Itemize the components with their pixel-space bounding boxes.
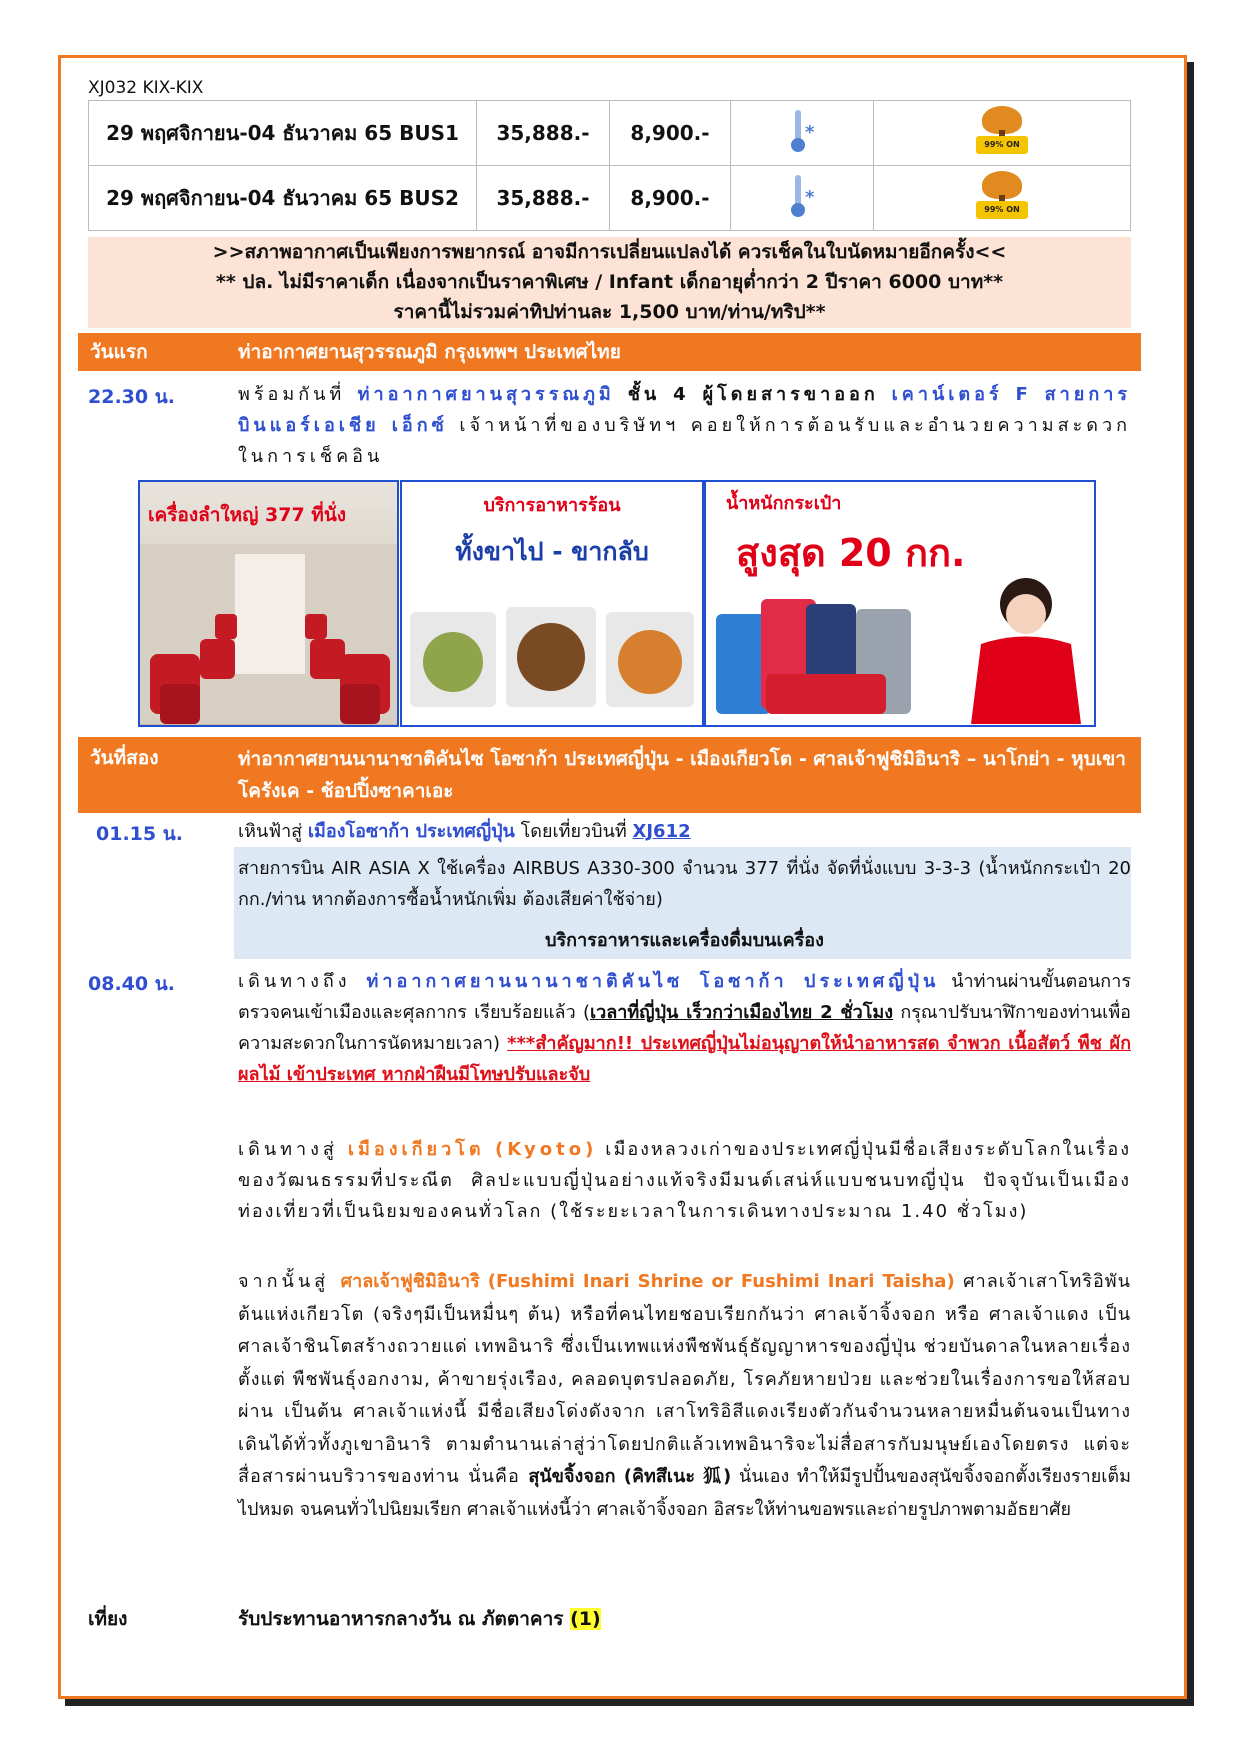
day-label: วันที่สอง [90, 747, 159, 769]
table-row [89, 101, 1131, 166]
autumn-tree-icon: 99% ON [976, 171, 1028, 221]
departure-table [88, 100, 1131, 231]
onboard-service: บริการอาหารและเครื่องดื่มบนเครื่อง [545, 930, 824, 951]
meal-illustration [402, 592, 702, 722]
meal-label: เที่ยง [88, 1608, 128, 1630]
tour-code: XJ032 KIX-KIX [88, 78, 204, 98]
autumn-tree-icon: 99% ON [976, 106, 1028, 156]
period-cell: 29 พฤศจิกายน-04 ธันวาคม 65 BUS2 [89, 166, 477, 231]
promo-meal-image: บริการอาหารร้อน ทั้งขาไป - ขากลับ [400, 480, 704, 727]
time-label: 22.30 น. [88, 386, 175, 408]
promo-seats-image: เครื่องลำใหญ่ 377 ที่นั่ง [138, 480, 399, 727]
day1-header [78, 333, 1141, 371]
notice-box [88, 237, 1131, 328]
thermometer-cold-icon: * [787, 173, 817, 219]
cabin-illustration [140, 544, 397, 724]
table-row [89, 166, 1131, 231]
notice-line: ราคานี้ไม่รวมค่าทิปท่านละ 1,500 บาท/ท่าน/ทริป** [393, 301, 826, 323]
flight-info-text: สายการบิน AIR ASIA X ใช้เครื่อง AIRBUS A330-300 จำนวน 377 ที่นั่ง จัดที่นั่งแบบ 3-3-3 (น้ำหนักกระเป๋า 20 กก./ท่าน หากต้องการซื้อน้ำหนักเพิ่ม ต้องเสียค่าใช้จ่าย) [238, 858, 1131, 910]
period-cell: 29 พฤศจิกายน-04 ธันวาคม 65 BUS1 [89, 101, 477, 166]
flight-line: เหินฟ้าสู่ เมืองโอซาก้า ประเทศญี่ปุ่น โดยเที่ยวบินที่ XJ612 [238, 821, 691, 842]
day2-header [78, 737, 1141, 813]
day-title: ท่าอากาศยานสุวรรณภูมิ กรุงเทพฯ ประเทศไทย [238, 341, 621, 363]
luggage-illustration [706, 574, 1094, 724]
notice-line: >>สภาพอากาศเป็นเพียงการพยากรณ์ อาจมีการเปลี่ยนแปลงได้ ควรเช็คในใบนัดหมายอีกครั้ง<< [212, 241, 1007, 263]
extra-cell: 8,900.- [610, 166, 731, 231]
extra-cell: 8,900.- [610, 101, 731, 166]
shrine-paragraph: จากนั้นสู่ ศาลเจ้าฟูชิมิอินาริ (Fushimi Inari Shrine or Fushimi Inari Taisha) ศาลเจ้าเสาโทริอิพันต้นแห่งเกียวโต (จริงๆมีเป็นหมื่นๆ ต้น) หรือที่คนไทยชอบเรียกกันว่า ศาลเจ้าจิ้งจอก หรือ ศาลเจ้าแดง เป็นศาลเจ้าชินโตสร้างถวายแด่ เทพอินาริ ซึ่งเป็นเทพแห่งพืชพันธุ์ธัญญาหารของญี่ปุ่น ช่วยบันดาลในหลายเรื่องตั้งแต่ พืชพันธุ์งอกงาม, ค้าขายรุ่งเรือง, คลอดบุตรปลอดภัย, โรคภัยหายป่วย และช่วยในเรื่องการขอให้สอบผ่าน เป็นต้น ศาลเจ้าแห่งนี้ มีชื่อเสียงโด่งดังจาก เสาโทริอิสีแดงเรียงตัวกันจำนวนหลายหมื่นต้นจนเป็นทางเดินได้ทั่วทั้งภูเขาอินาริ ตามตำนานเล่าสู่ว่าโดยปกติแล้วเทพอินาริจะไม่สื่อสารกับมนุษย์เองโดยตรง แต่จะสื่อสารผ่านบริวารของท่าน นั่นคือ สุนัขจิ้งจอก (คิทสึเนะ 狐) นั่นเอง ทำให้มีรูปปั้นของสุนัขจิ้งจอกตั้งเรียงรายเต็มไปหมด จนคนทั่วไปนิยมเรียก ศาลเจ้าแห่งนี้ว่า ศาลเจ้าจิ้งจอก อิสระให้ท่านขอพรและถ่ายรูปภาพตามอัธยาศัย [238, 1271, 1131, 1520]
kyoto-paragraph: เดินทางสู่ เมืองเกียวโต (Kyoto) เมืองหลวงเก่าของประเทศญี่ปุ่นมีชื่อเสียงระดับโลกในเรื่องของวัฒนธรรมที่ประณีต ศิลปะแบบญี่ปุ่นอย่างแท้จริงมีมนต์เสน่ห์แบบชนบทญี่ปุ่น ปัจจุบันเป็นเมืองท่องเที่ยวที่เป็นนิยมของคนทั่วโลก (ใช้ระยะเวลาในการเดินทางประมาณ 1.40 ชั่วโมง) [238, 1139, 1131, 1222]
arrival-paragraph: เดินทางถึง ท่าอากาศยานนานาชาติคันไซ โอซาก้า ประเทศญี่ปุ่น นำท่านผ่านขั้นตอนการตรวจคนเข้าเมืองและศุลกากร เรียบร้อยแล้ว (เวลาที่ญี่ปุ่น เร็วกว่าเมืองไทย 2 ชั่วโมง กรุณาปรับนาฬิกาของท่านเพื่อความสะดวกในการนัดหมายเวลา) ***สำคัญมาก!! ประเทศญี่ปุ่นไม่อนุญาตให้นำอาหารสด จำพวก เนื้อสัตว์ พืช ผัก ผลไม้ เข้าประเทศ หากฝ่าฝืนมีโทษปรับและจับ [238, 971, 1131, 1085]
meal-count-badge: (1) [570, 1608, 601, 1630]
day-label: วันแรก [90, 341, 148, 363]
price-cell: 35,888.- [477, 101, 610, 166]
thermometer-cold-icon: * [787, 108, 817, 154]
time-label: 08.40 น. [88, 973, 175, 995]
day1-paragraph: พร้อมกันที่ ท่าอากาศยานสุวรรณภูมิ ชั้น 4 ผู้โดยสารขาออก เคาน์เตอร์ F สายการบินแอร์เอเชีย เอ็กซ์ เจ้าหน้าที่ของบริษัทฯ คอยให้การต้อนรับและอำนวยความสะดวกในการเช็คอิน [238, 384, 1132, 467]
time-label: 01.15 น. [96, 823, 183, 845]
lunch-line: รับประทานอาหารกลางวัน ณ ภัตตาคาร (1) [238, 1608, 601, 1630]
day-title: ท่าอากาศยานนานาชาติคันไซ โอซาก้า ประเทศญี่ปุ่น - เมืองเกียวโต - ศาลเจ้าฟูชิมิอินาริ – นาโกย่า - หุบเขาโครังเค - ช้อปปิ้งซาคาเอะ [238, 748, 1126, 802]
notice-line: ** ปล. ไม่มีราคาเด็ก เนื่องจากเป็นราคาพิเศษ / Infant เด็กอายุต่ำกว่า 2 ปีราคา 6000 บาท** [215, 271, 1004, 293]
promo-baggage-image: น้ำหนักกระเป๋า สูงสุด 20 กก. [704, 480, 1096, 727]
price-cell: 35,888.- [477, 166, 610, 231]
